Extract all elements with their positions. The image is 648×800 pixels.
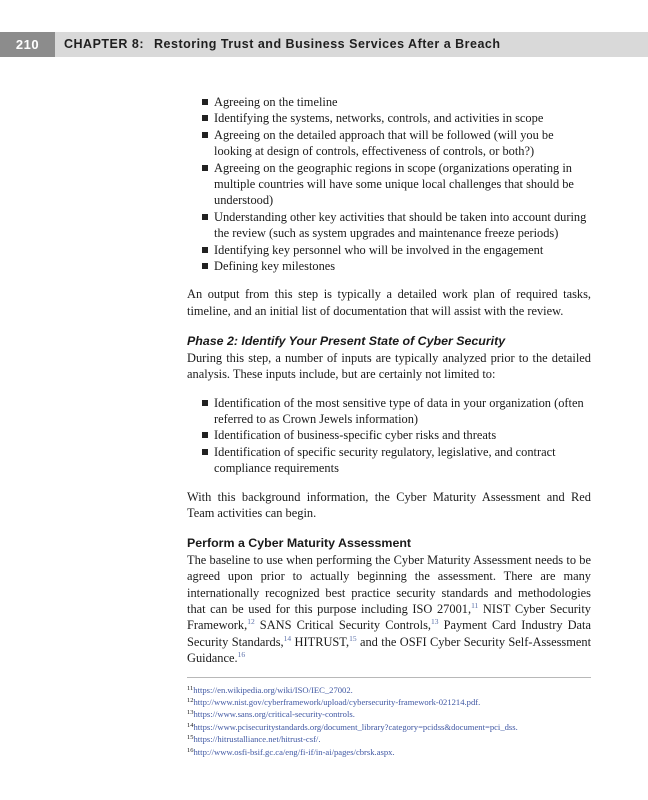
page-content xyxy=(187,94,591,758)
footnote xyxy=(187,708,591,720)
footnote-number: 12 xyxy=(187,697,194,704)
footnote-ref[interactable]: 12 xyxy=(247,617,255,627)
footnote-divider xyxy=(187,677,591,678)
footnote-ref[interactable]: 11 xyxy=(471,600,479,610)
inputs-list xyxy=(187,395,591,477)
footnote-ref[interactable]: 13 xyxy=(431,617,439,627)
footnote-number: 11 xyxy=(187,684,194,692)
footnote-number: 14 xyxy=(187,721,194,729)
page-number: 210 xyxy=(0,32,55,57)
footnote xyxy=(187,733,591,745)
list-item: Identifying key personnel who will be involved in the engagement xyxy=(187,242,591,258)
phase-2-heading: Phase 2: Identify Your Present State of Cyber Security xyxy=(187,334,506,349)
list-item: Understanding other key activities that should be taken into account during the review (such as system upgrades and maintenance freeze periods) xyxy=(187,209,591,242)
assessment-paragraph: The baseline to use when performing the Cyber Maturity Assessment needs to be agreed upon prior to actually beginning the assessment. There are many internationally recognized best practice security standards and methodologies that can be used for this purpose including ISO 27001,11 NIST Cyber Security Framework,$^{12}$ SANS Critical Security Controls,$^{13}$ Payment Card Industry Data Security Standards,$^{14}$ HITRUST,$^{15}$ and the OSFI Cyber Security Self-Assessment Guidance.$^{16}$ xyxy=(187,552,592,666)
footnote xyxy=(187,746,591,758)
chapter-title xyxy=(64,32,501,57)
footnote-link[interactable]: http://www.nist.gov/cyberframework/upload/cybersecurity-framework-021214.pdf. xyxy=(193,697,481,707)
footnote-ref[interactable]: 15 xyxy=(349,633,357,643)
phase-2-intro: During this step, a number of inputs are typically analyzed prior to the detailed analysis. These inputs include, but are certainly not limited to: xyxy=(187,350,591,382)
footnote-link[interactable]: https://en.wikipedia.org/wiki/ISO/IEC_27002. xyxy=(193,684,353,695)
footnote-number: 13 xyxy=(187,709,194,717)
list-item: Agreeing on the geographic regions in scope (organizations operating in multiple countries will have some unique local challenges that should be understood) xyxy=(187,160,591,209)
list-item: Defining key milestones xyxy=(187,258,591,274)
scoping-list xyxy=(187,94,591,274)
footnote-link[interactable]: https://hitrustalliance.net/hitrust-csf/. xyxy=(193,734,321,745)
page-header xyxy=(0,32,648,57)
footnotes xyxy=(187,684,591,758)
output-paragraph: An output from this step is typically a detailed work plan of required tasks, timeline, and an initial list of documentation that will assist with the review. xyxy=(187,287,591,318)
footnote-link[interactable]: https://www.sans.org/critical-security-controls. xyxy=(193,709,355,720)
list-item: Agreeing on the timeline xyxy=(187,94,591,110)
footnote-ref[interactable]: 16 xyxy=(237,650,246,660)
footnote xyxy=(187,684,591,696)
footnote-link[interactable]: https://www.pcisecuritystandards.org/document_library?category=pcidss&document=pci_dss. xyxy=(193,721,518,732)
list-item: Identification of business-specific cyber risks and threats xyxy=(187,427,591,443)
assessment-heading: Perform a Cyber Maturity Assessment xyxy=(187,536,412,551)
list-item: Identifying the systems, networks, controls, and activities in scope xyxy=(187,110,591,126)
footnote xyxy=(187,696,591,708)
list-item: Agreeing on the detailed approach that will be followed (will you be looking at design of controls, effectiveness of controls, or both?) xyxy=(187,127,591,160)
phase-2-closing: With this background information, the Cyber Maturity Assessment and Red Team activities can begin. xyxy=(187,489,591,520)
footnote-number: 16 xyxy=(187,746,194,754)
list-item: Identification of specific security regulatory, legislative, and contract compliance requirements xyxy=(187,444,591,477)
list-item: Identification of the most sensitive type of data in your organization (often referred to as Crown Jewels information) xyxy=(187,395,591,428)
chapter-name: Restoring Trust and Business Services After a Breach xyxy=(154,37,501,51)
footnote-link[interactable]: http://www.osfi-bsif.gc.ca/eng/fi-if/in-ai/pages/cbrsk.aspx. xyxy=(193,746,395,757)
footnote xyxy=(187,721,591,733)
footnote-number: 15 xyxy=(187,734,194,742)
chapter-label: CHAPTER 8: xyxy=(64,37,145,51)
footnote-ref[interactable]: 14 xyxy=(283,633,292,643)
